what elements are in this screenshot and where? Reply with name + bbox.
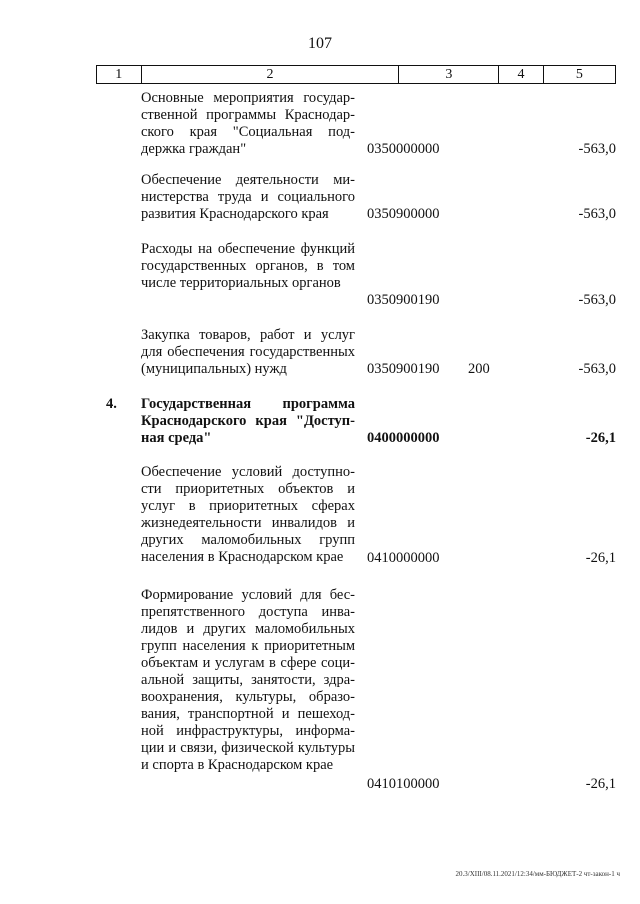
column-header-3: 3 [399,66,499,84]
row-amount: -563,0 [578,141,616,157]
row-description: Государственная программа Краснодарского края "Доступная среда" [141,396,355,446]
row-code: 0410000000 [367,550,440,566]
row-code: 0350900190 [367,292,440,308]
row-amount: -26,1 [585,776,616,792]
row-description: Расходы на обеспечение функций государственных органов, в том числе территориальных органов [141,241,355,291]
row-amount: -563,0 [578,361,616,377]
row-number: 4. [106,396,117,412]
footer-note: 20.3/XIII/08.11.2021/12:34/мм-БЮДЖЕТ-2 чт-закон-1 ч [455,870,620,878]
row-description: Обеспечение условий доступности приоритетных объектов и услуг в приоритетных сферах жизнедеятельности инвалидов и других маломобильных групп населения в Краснодарском крае [141,464,355,565]
row-description: Формирование условий для беспрепятственного доступа инвалидов и других маломобильных групп населения к приоритетным объектам и услугам в сфере социальной защиты, занятости, здравоохранения, культуры, образования, транспортной и пешеходной инфраструктуры, информации и связи, физической культуры и спорта в Краснодарском крае [141,587,355,773]
row-description: Основные мероприятия государственной программы Краснодарского края "Социальная поддержка граждан" [141,90,355,157]
row-expense-type: 200 [468,361,490,377]
column-header-1: 1 [97,66,142,84]
page-number: 107 [308,35,332,52]
row-code: 0350000000 [367,141,440,157]
column-header-5: 5 [543,66,615,84]
column-header-table [96,65,616,84]
row-amount: -26,1 [585,430,616,446]
column-header-4: 4 [499,66,544,84]
row-description: Обеспечение деятельности министерства труда и социального развития Краснодарского края [141,172,355,222]
row-amount: -563,0 [578,292,616,308]
row-code: 0350900190 [367,361,440,377]
row-code: 0400000000 [367,430,440,446]
row-description: Закупка товаров, работ и услуг для обеспечения государственных (муниципальных) нужд [141,327,355,377]
row-amount: -563,0 [578,206,616,222]
row-code: 0350900000 [367,206,440,222]
row-amount: -26,1 [585,550,616,566]
column-header-2: 2 [141,66,399,84]
row-code: 0410100000 [367,776,440,792]
